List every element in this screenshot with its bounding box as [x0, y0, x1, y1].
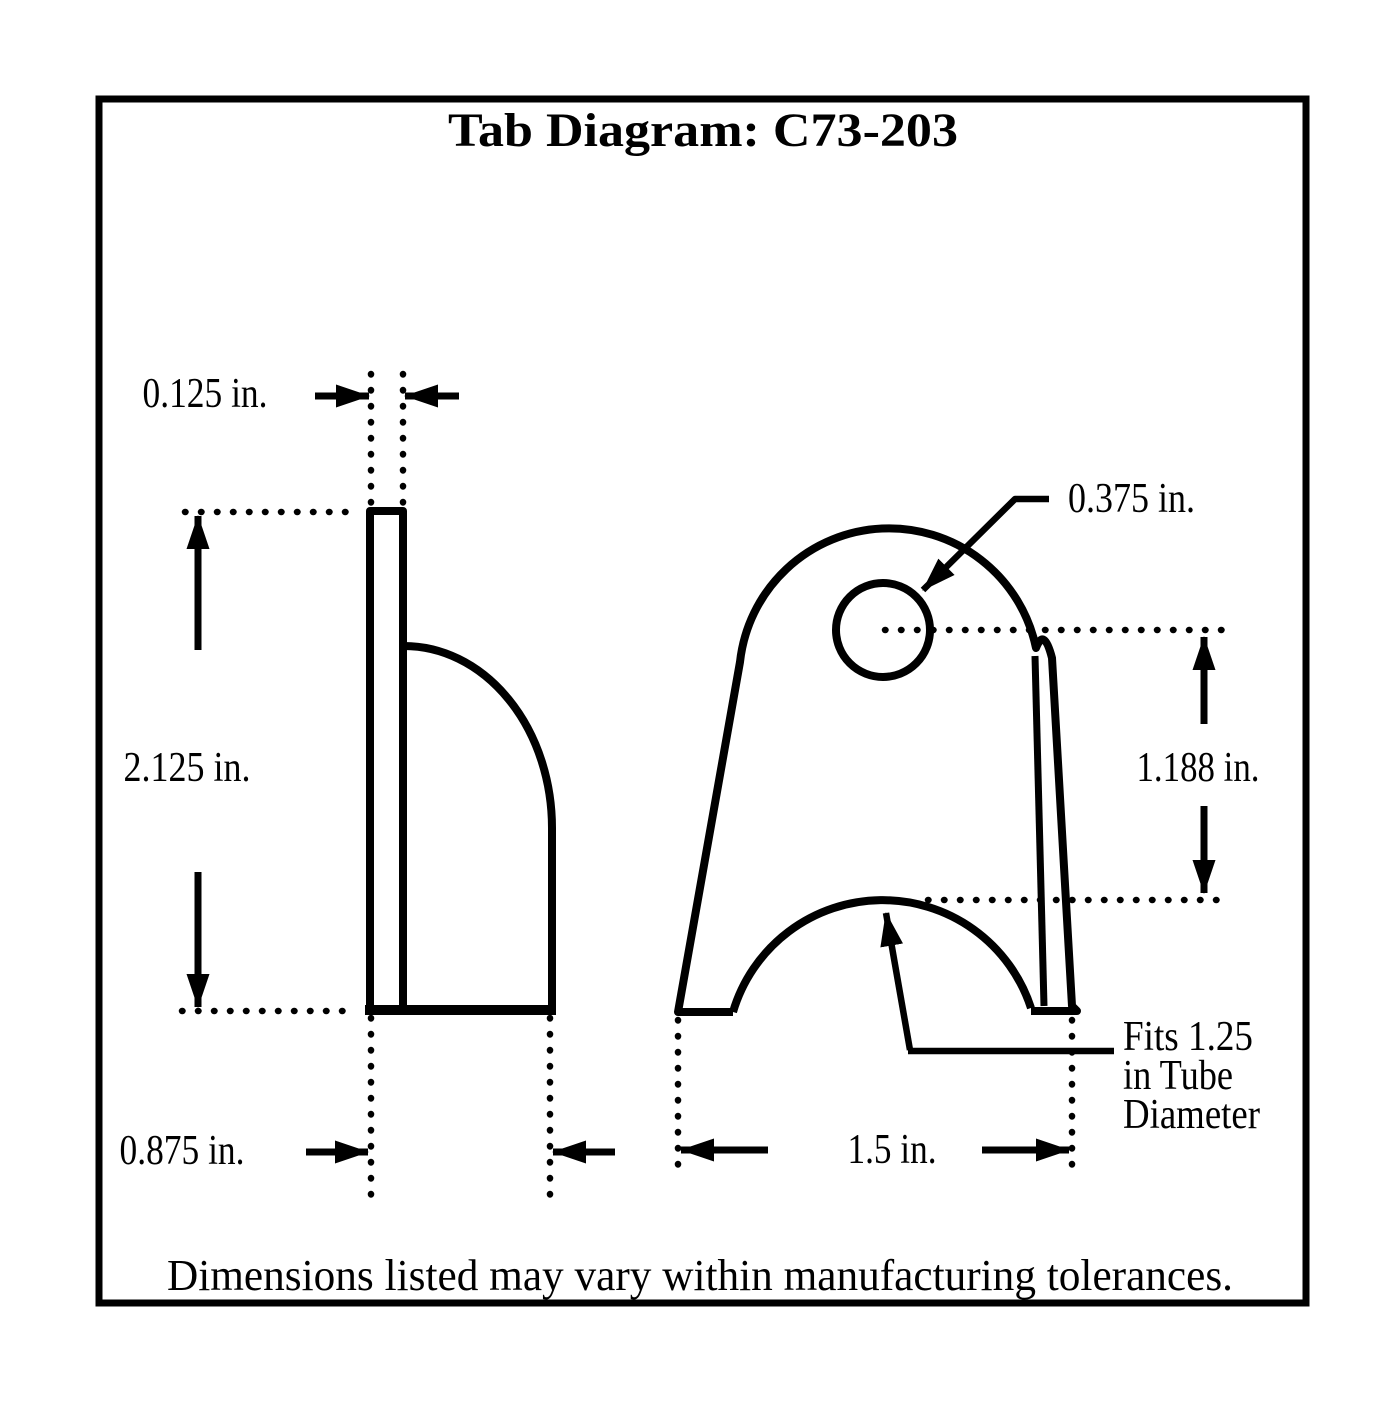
depth-dimension	[120, 1018, 616, 1195]
front-view-outline	[678, 528, 1077, 1012]
depth-label: 0.875 in.	[119, 1128, 245, 1174]
side-view-gusset-curve	[404, 646, 552, 1006]
front-view-tube-notch-arch	[733, 900, 1031, 1012]
tube-fit-label-line1: Fits 1.25	[1123, 1014, 1253, 1060]
hole-dimension	[923, 476, 1195, 590]
hole-offset-label: 1.188 in.	[1136, 745, 1260, 791]
tube-fit-label-line3: Diameter	[1123, 1092, 1261, 1138]
thickness-label: 0.125 in.	[142, 371, 268, 417]
thickness-dimension	[143, 371, 460, 504]
height-dimension	[124, 512, 359, 1011]
width-dimension	[678, 1020, 1072, 1173]
page-title: Tab Diagram: C73-203	[448, 104, 958, 157]
leader-line	[923, 499, 1049, 590]
side-view-plate-outline	[370, 511, 403, 1010]
front-view-flange-seam	[1035, 656, 1044, 1006]
tolerance-note: Dimensions listed may vary within manufacturing tolerances.	[167, 1251, 1233, 1300]
side-view	[365, 511, 556, 1010]
hole-offset-dimension	[885, 630, 1260, 900]
height-label: 2.125 in.	[123, 745, 251, 791]
tube-fit-label-line2: in Tube	[1123, 1053, 1233, 1099]
width-label: 1.5 in.	[847, 1127, 937, 1173]
hole-diameter-label: 0.375 in.	[1068, 476, 1195, 522]
tube-fit-note	[886, 913, 1260, 1138]
front-view	[678, 528, 1077, 1012]
leader-arrow	[886, 913, 910, 1050]
